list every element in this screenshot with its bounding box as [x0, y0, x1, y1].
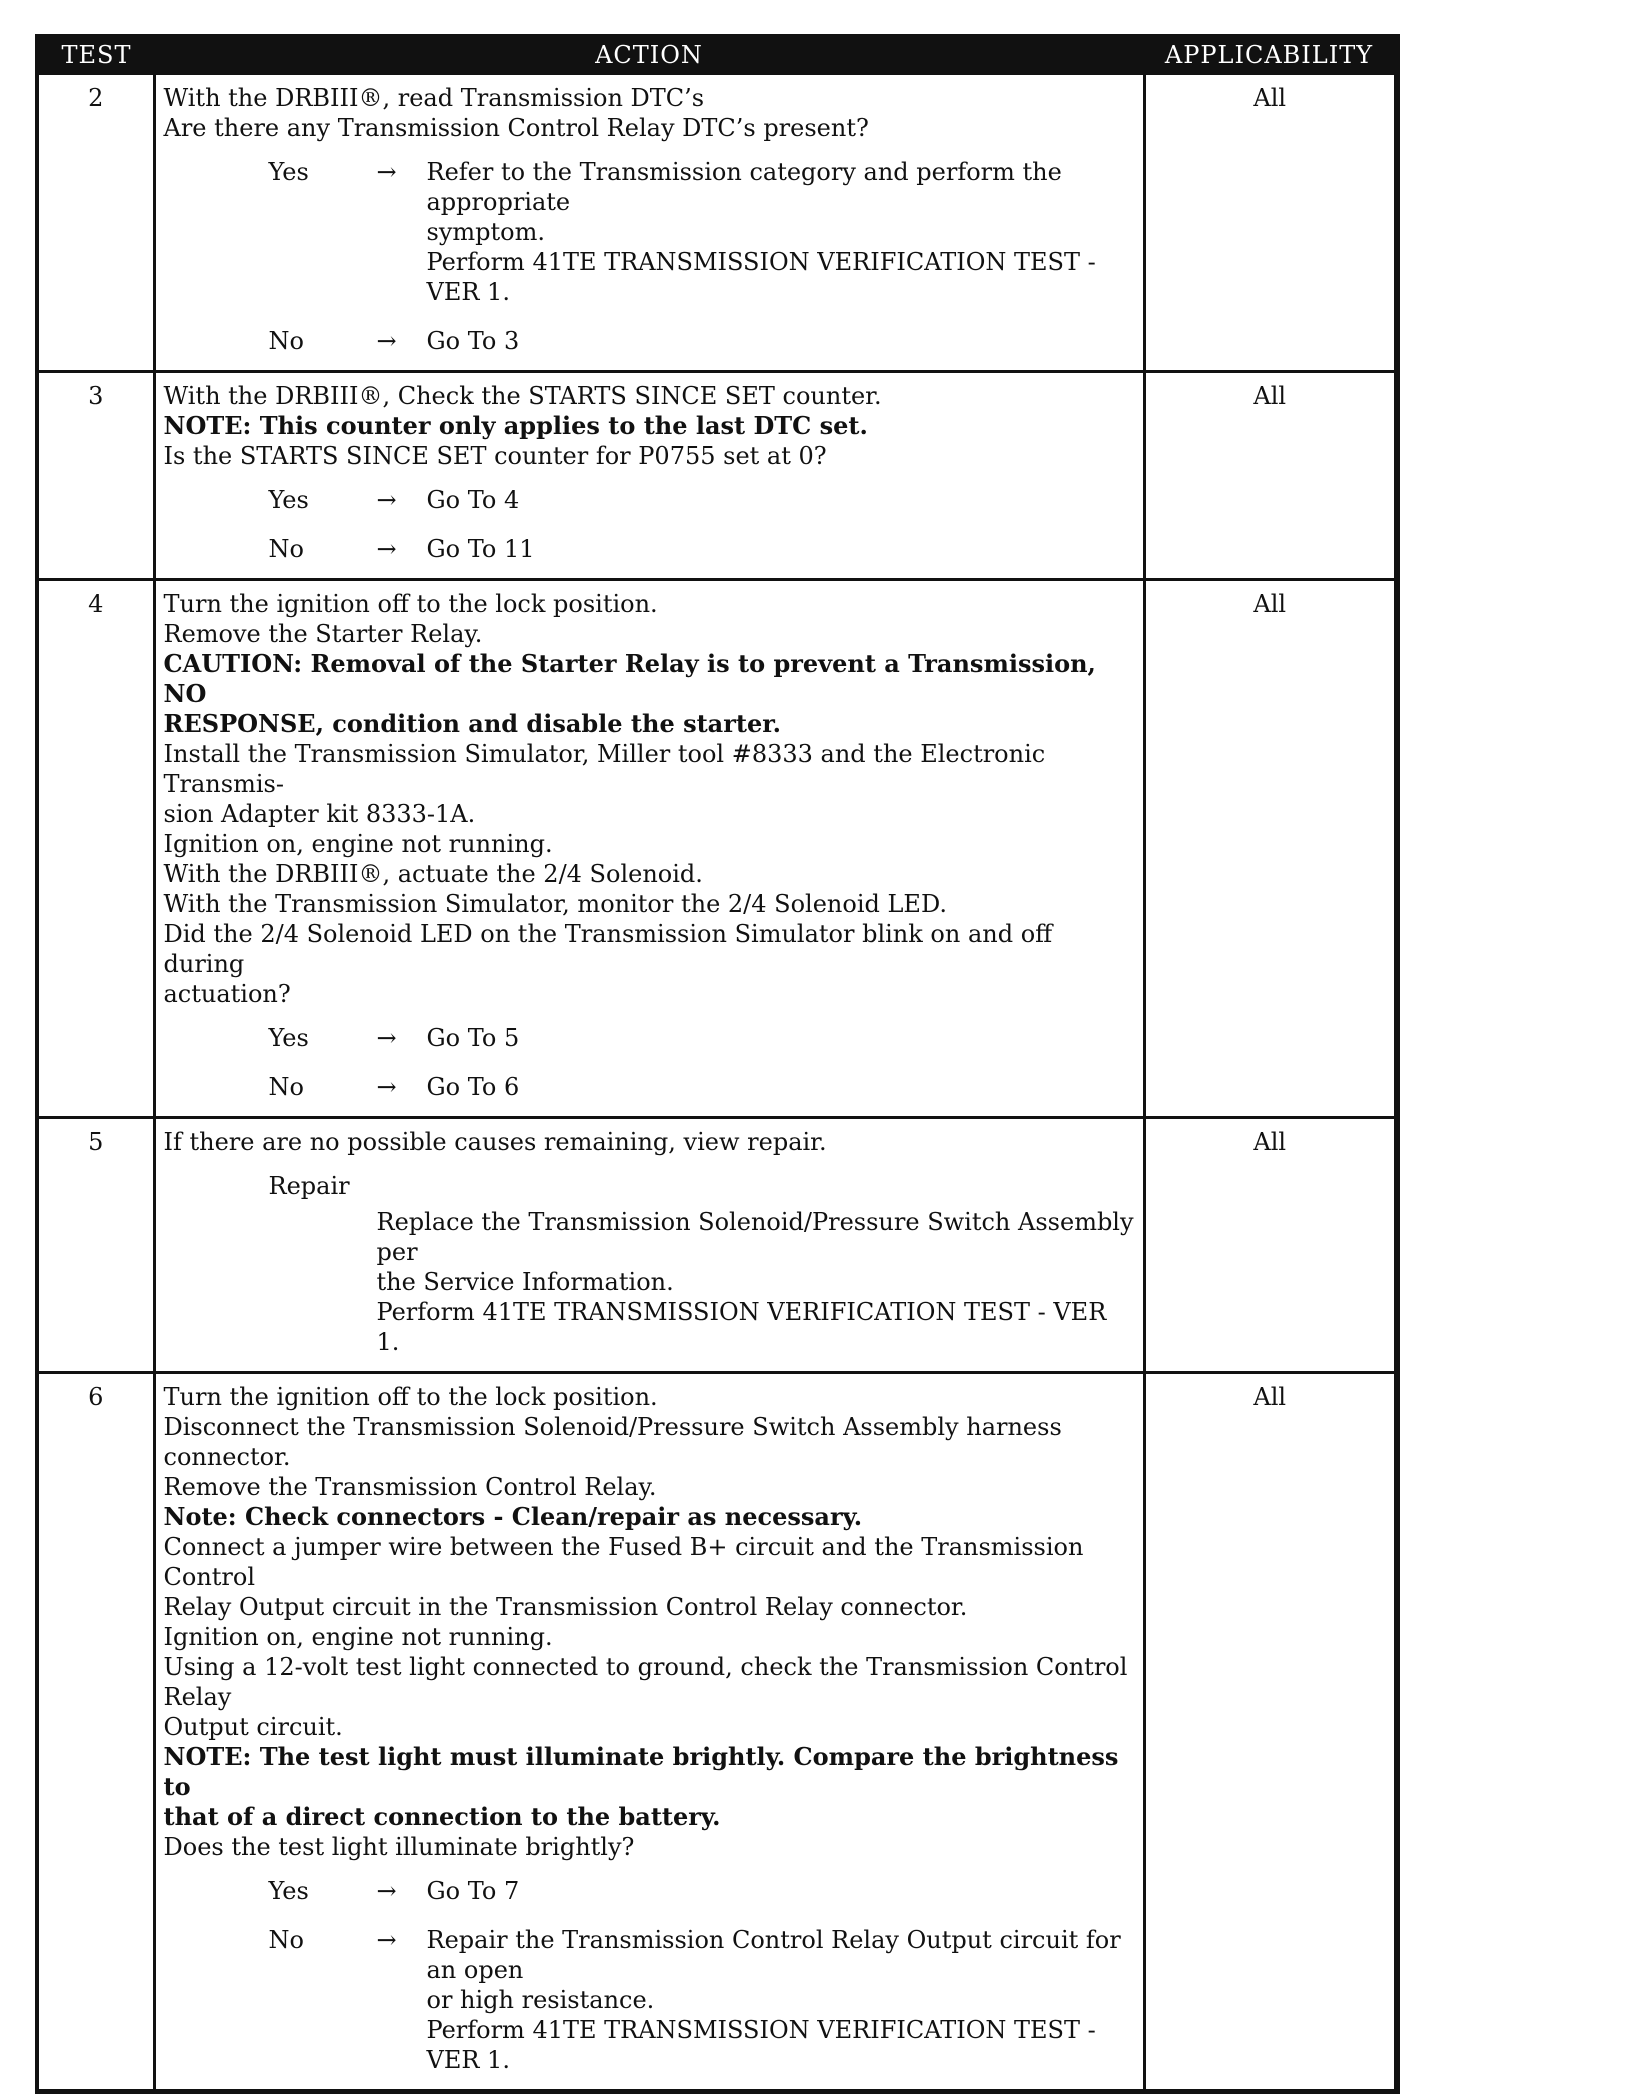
diagnostic-procedure-page: [35, 34, 1405, 2094]
instruction-line: sion Adapter kit 8333-1A.: [163, 800, 476, 828]
note-line: NOTE: This counter only applies to the last DTC set.: [163, 411, 868, 440]
repair-line: the Service Information.: [376, 1268, 674, 1296]
test-number: 5: [37, 1118, 154, 1373]
action-cell: [154, 74, 1144, 372]
action-cell: [154, 580, 1144, 1118]
answer-result: [427, 326, 1135, 356]
result-line: or high resistance.: [426, 1986, 655, 2014]
arrow-icon: →: [376, 535, 397, 563]
answer-result: [427, 157, 1135, 307]
instruction-line: Are there any Transmission Control Relay DTC’s present?: [163, 114, 869, 142]
answer-result: [427, 534, 1135, 564]
instruction-line: Remove the Starter Relay.: [163, 620, 483, 648]
instruction-line: Ignition on, engine not running.: [163, 830, 553, 858]
applicability-value: All: [1144, 74, 1397, 372]
instruction-line: Connect a jumper wire between the Fused B+ circuit and the Transmission Control: [163, 1533, 1084, 1591]
instruction-line: Disconnect the Transmission Solenoid/Pressure Switch Assembly harness connector.: [163, 1413, 1062, 1471]
answer-row: [269, 157, 1135, 307]
instruction-line: With the DRBIII®, actuate the 2/4 Solenoid.: [163, 860, 703, 888]
answer-list: [164, 485, 1135, 564]
action-cell: [154, 1118, 1144, 1373]
answer-label: No: [268, 535, 304, 563]
answer-row: [269, 1925, 1135, 2075]
note-line: that of a direct connection to the battery.: [163, 1802, 721, 1831]
answer-result: [427, 1072, 1135, 1102]
action-cell: [154, 372, 1144, 580]
action-cell: [154, 1373, 1144, 2092]
header-applicability: APPLICABILITY: [1144, 34, 1397, 74]
table-row: [37, 580, 1397, 1118]
answer-result: [427, 1023, 1135, 1053]
table-row: [37, 74, 1397, 372]
answer-row: [269, 1876, 1135, 1906]
result-line: Go To 4: [426, 486, 520, 514]
answer-list: [164, 157, 1135, 356]
result-line: Go To 11: [426, 535, 535, 563]
answer-label: Yes: [268, 1877, 309, 1905]
note-line: CAUTION: Removal of the Starter Relay is to prevent a Transmission, NO: [163, 649, 1096, 708]
note-line: RESPONSE, condition and disable the starter.: [163, 709, 782, 738]
test-procedure-table: [35, 34, 1400, 2094]
answer-result: [427, 1925, 1135, 2075]
answer-list: [164, 1023, 1135, 1102]
repair-lines: [377, 1207, 1135, 1357]
answer-result: [427, 485, 1135, 515]
test-number: 6: [37, 1373, 154, 2092]
instruction-line: Turn the ignition off to the lock position.: [163, 1383, 658, 1411]
result-line: Perform 41TE TRANSMISSION VERIFICATION TEST - VER 1.: [426, 2016, 1096, 2074]
instruction-line: Does the test light illuminate brightly?: [163, 1833, 635, 1861]
answer-result: [427, 1876, 1135, 1906]
answer-row: [269, 534, 1135, 564]
table-row: [37, 372, 1397, 580]
arrow-icon: →: [376, 1073, 397, 1101]
instruction-line: With the DRBIII®, read Transmission DTC’s: [163, 84, 705, 112]
instruction-line: actuation?: [163, 980, 291, 1008]
table-row: [37, 1373, 1397, 2092]
arrow-icon: →: [376, 1926, 397, 1954]
instruction-line: Remove the Transmission Control Relay.: [163, 1473, 657, 1501]
instruction-line: Relay Output circuit in the Transmission Control Relay connector.: [163, 1593, 968, 1621]
answer-label: No: [268, 1073, 304, 1101]
table-row: [37, 1118, 1397, 1373]
test-number: 2: [37, 74, 154, 372]
arrow-icon: →: [376, 158, 397, 186]
instruction-line: With the Transmission Simulator, monitor the 2/4 Solenoid LED.: [163, 890, 947, 918]
note-line: Note: Check connectors - Clean/repair as necessary.: [163, 1502, 863, 1531]
result-line: Repair the Transmission Control Relay Output circuit for an open: [426, 1926, 1121, 1984]
repair-line: Perform 41TE TRANSMISSION VERIFICATION TEST - VER 1.: [376, 1298, 1107, 1356]
arrow-icon: →: [376, 1024, 397, 1052]
repair-label: Repair: [268, 1172, 350, 1200]
test-number: 3: [37, 372, 154, 580]
note-line: NOTE: The test light must illuminate brightly. Compare the brightness to: [163, 1742, 1119, 1801]
answer-row: [269, 1023, 1135, 1053]
result-line: Refer to the Transmission category and perform the appropriate: [426, 158, 1062, 216]
header-test: TEST: [37, 34, 154, 74]
applicability-value: All: [1144, 1373, 1397, 2092]
instruction-line: Ignition on, engine not running.: [163, 1623, 553, 1651]
instruction-line: Turn the ignition off to the lock position.: [163, 590, 658, 618]
result-line: Go To 6: [426, 1073, 520, 1101]
instruction-line: Is the STARTS SINCE SET counter for P0755 set at 0?: [163, 442, 827, 470]
instruction-line: Using a 12-volt test light connected to ground, check the Transmission Control Relay: [163, 1653, 1128, 1711]
answer-label: No: [268, 1926, 304, 1954]
instruction-line: Output circuit.: [163, 1713, 343, 1741]
answer-row: [269, 485, 1135, 515]
answer-label: Yes: [268, 1024, 309, 1052]
instruction-line: If there are no possible causes remaining, view repair.: [163, 1128, 827, 1156]
answer-label: Yes: [268, 158, 309, 186]
arrow-icon: →: [376, 486, 397, 514]
arrow-icon: →: [376, 327, 397, 355]
repair-line: Replace the Transmission Solenoid/Pressure Switch Assembly per: [376, 1208, 1134, 1266]
answer-label: No: [268, 327, 304, 355]
answer-row: [269, 1072, 1135, 1102]
result-line: Perform 41TE TRANSMISSION VERIFICATION TEST - VER 1.: [426, 248, 1096, 306]
table-header: [37, 34, 1397, 74]
result-line: Go To 5: [426, 1024, 520, 1052]
answer-label: Yes: [268, 486, 309, 514]
applicability-value: All: [1144, 580, 1397, 1118]
answer-row: [269, 326, 1135, 356]
header-action: ACTION: [154, 34, 1144, 74]
repair-block: [269, 1171, 1135, 1357]
arrow-icon: →: [376, 1877, 397, 1905]
applicability-value: All: [1144, 1118, 1397, 1373]
result-line: Go To 3: [426, 327, 520, 355]
answer-list: [164, 1876, 1135, 2075]
table-body: [37, 74, 1397, 2092]
applicability-value: All: [1144, 372, 1397, 580]
test-number: 4: [37, 580, 154, 1118]
instruction-line: With the DRBIII®, Check the STARTS SINCE SET counter.: [163, 382, 882, 410]
result-line: symptom.: [426, 218, 545, 246]
instruction-line: Did the 2/4 Solenoid LED on the Transmission Simulator blink on and off during: [163, 920, 1053, 978]
instruction-line: Install the Transmission Simulator, Miller tool #8333 and the Electronic Transmis-: [163, 740, 1046, 798]
result-line: Go To 7: [426, 1877, 520, 1905]
